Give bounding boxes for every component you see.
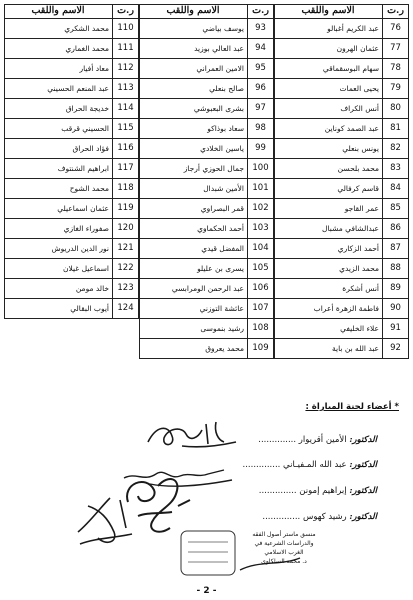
candidate-name: أحمد الزكاري <box>337 244 379 253</box>
candidate-number: 123 <box>117 283 134 293</box>
candidate-number: 84 <box>390 183 401 193</box>
candidate-name: الحسيني قرقب <box>61 124 109 133</box>
stamp-line: الغرب الاسلامي <box>264 549 304 556</box>
candidate-name: محمد بلحسن <box>337 164 379 173</box>
candidate-number: 87 <box>390 243 401 253</box>
candidate-name: خالد مومن <box>75 284 109 293</box>
candidate-number: 100 <box>252 163 269 173</box>
official-stamp <box>180 530 330 576</box>
column-divider <box>382 4 383 359</box>
candidate-name: قمر البصراوي <box>200 204 244 213</box>
committee-heading: * أعضاء لجنة المباراة : <box>305 402 399 412</box>
column-border <box>274 4 409 359</box>
column-divider <box>112 4 113 319</box>
candidate-number: 117 <box>117 163 134 173</box>
candidate-name: خديجة الحراق <box>65 104 109 113</box>
member-name: عبد الله المـفيـاني <box>283 460 347 470</box>
candidate-number: 91 <box>390 323 401 333</box>
signature-line: .............. <box>258 435 297 445</box>
candidate-name: أنس أشكرة <box>342 284 379 293</box>
committee-member <box>243 458 377 472</box>
candidate-name: المفضل قيدي <box>201 244 244 253</box>
member-name: الأمين أقريوار <box>298 435 347 445</box>
candidate-number: 110 <box>117 23 134 33</box>
candidate-name: أنس الكراف <box>340 104 379 113</box>
stamp-line: والدراسات الشرعية في <box>254 540 314 547</box>
committee-member <box>258 433 377 447</box>
signature-4 <box>70 488 140 552</box>
candidate-name: أيوب البقالي <box>70 304 109 313</box>
candidate-name: ياسين الخلادي <box>200 144 244 153</box>
committee-member <box>259 484 377 498</box>
candidate-number: 85 <box>390 203 401 213</box>
candidate-name: محمد يعروق <box>205 344 244 353</box>
candidate-number: 89 <box>390 283 401 293</box>
candidate-name: رشيد بنموسى <box>200 324 244 333</box>
candidates-table <box>4 4 409 352</box>
candidate-number: 77 <box>390 43 401 53</box>
candidate-name: نور الدين الدريوش <box>51 244 109 253</box>
candidate-name: يحيى العمات <box>339 84 379 93</box>
candidate-name: صفوراء الغازي <box>63 224 109 233</box>
candidate-name: جمال الحوزي أرجاز <box>183 164 244 173</box>
candidate-number: 76 <box>390 23 401 33</box>
candidate-number: 107 <box>252 303 269 313</box>
candidate-number: 81 <box>390 123 401 133</box>
candidate-name: محمد الشكري <box>64 24 109 33</box>
candidate-number: 112 <box>117 63 134 73</box>
candidate-number: 119 <box>117 203 134 213</box>
candidate-name: محمد الغماري <box>65 44 109 53</box>
candidate-number: 94 <box>255 43 266 53</box>
candidate-name: فؤاد الحراق <box>72 144 109 153</box>
candidate-name: فاطمة الزهرة أعراب <box>313 304 379 313</box>
header-name: الاسم واللقب <box>139 4 247 18</box>
candidate-number: 88 <box>390 263 401 273</box>
candidate-name: اسماعيل غيلان <box>63 264 109 273</box>
candidate-number: 105 <box>252 263 269 273</box>
member-name: إبراهيم إمونن <box>299 486 347 496</box>
candidate-number: 79 <box>390 83 401 93</box>
candidate-number: 113 <box>117 83 134 93</box>
candidate-name: أحمد الحكماوي <box>197 224 244 233</box>
header-name: الاسم واللقب <box>274 4 382 18</box>
candidate-number: 97 <box>255 103 266 113</box>
candidate-number: 101 <box>252 183 269 193</box>
column-border <box>139 4 274 359</box>
member-title: الدكتور: <box>349 512 377 522</box>
candidate-name: عبد الصمد كوناين <box>324 124 379 133</box>
candidate-number: 93 <box>255 23 266 33</box>
candidate-number: 122 <box>117 263 134 273</box>
signature-line: .............. <box>242 460 281 470</box>
candidate-name: علاء الخليفي <box>340 324 379 333</box>
candidate-name: عبد الكريم أغبالو <box>327 24 379 33</box>
stamp-lines <box>238 530 330 566</box>
committee-member <box>262 510 377 524</box>
candidate-name: يسرى بن عليلو <box>197 264 244 273</box>
header-number: ر.ت <box>247 4 274 18</box>
candidate-name: معاد أفيار <box>79 64 109 73</box>
candidate-name: محمد الشوح <box>69 184 109 193</box>
signature-1 <box>142 418 242 452</box>
column-border <box>4 4 139 319</box>
header-name: الاسم واللقب <box>4 4 112 18</box>
candidate-number: 116 <box>117 143 134 153</box>
candidate-number: 80 <box>390 103 401 113</box>
candidate-number: 90 <box>390 303 401 313</box>
header-number: ر.ت <box>112 4 139 18</box>
stamp-line: د. محمد السلكاوي <box>261 558 307 565</box>
candidate-number: 82 <box>390 143 401 153</box>
stamp-line: منسق ماستر أصول الفقه <box>252 531 316 538</box>
candidate-number: 92 <box>390 343 401 353</box>
candidate-name: عبد الرحمن الومرابسي <box>171 284 244 293</box>
candidate-name: سعاد بوذاكو <box>207 124 244 133</box>
candidate-number: 118 <box>117 183 134 193</box>
candidate-number: 104 <box>252 243 269 253</box>
candidate-number: 115 <box>117 123 134 133</box>
candidate-number: 121 <box>117 243 134 253</box>
candidate-number: 103 <box>252 223 269 233</box>
candidate-name: عثمان اسماعيلي <box>57 204 109 213</box>
candidate-name: ابراهيم الشنتوف <box>57 164 109 173</box>
candidate-number: 106 <box>252 283 269 293</box>
member-title: الدكتور: <box>349 460 377 470</box>
candidate-number: 96 <box>255 83 266 93</box>
candidate-name: عمر القاجو <box>344 204 379 213</box>
candidate-name: عبد المنعم الحسيني <box>47 84 109 93</box>
candidate-number: 99 <box>255 143 266 153</box>
candidate-name: عبد الله بن باية <box>332 344 379 353</box>
candidate-number: 111 <box>117 43 134 53</box>
candidate-name: محمد الزيدي <box>339 264 379 273</box>
candidate-name: بشرى البعبوشي <box>193 104 244 113</box>
candidate-number: 109 <box>252 343 269 353</box>
candidate-number: 124 <box>117 303 134 313</box>
candidate-name: قاسم كرفالي <box>337 184 379 193</box>
candidate-number: 83 <box>390 163 401 173</box>
column-divider <box>247 4 248 359</box>
candidate-name: الأمين شبدال <box>203 184 244 193</box>
candidate-number: 108 <box>252 323 269 333</box>
candidate-name: عائشة التوزني <box>199 304 244 313</box>
candidate-number: 78 <box>390 63 401 73</box>
candidate-name: عثمان الهرون <box>336 44 379 53</box>
candidate-name: عبد العالي بوزيد <box>194 44 244 53</box>
candidate-name: يونس بنعلي <box>342 144 379 153</box>
page-number: - 2 - <box>196 586 217 596</box>
candidate-name: الامين العمراني <box>196 64 244 73</box>
member-title: الدكتور: <box>349 435 377 445</box>
candidate-number: 114 <box>117 103 134 113</box>
candidate-number: 98 <box>255 123 266 133</box>
candidate-number: 120 <box>117 223 134 233</box>
header-number: ر.ت <box>382 4 409 18</box>
candidate-number: 95 <box>255 63 266 73</box>
candidate-name: عبدالشافي مشبال <box>322 224 379 233</box>
candidate-name: يوسف بياضي <box>202 24 244 33</box>
member-title: الدكتور: <box>349 486 377 496</box>
candidate-number: 86 <box>390 223 401 233</box>
signature-line: .............. <box>262 512 301 522</box>
member-name: رشيد كهوس <box>302 512 347 522</box>
signature-line: .............. <box>258 486 297 496</box>
candidate-name: صالح بنعلي <box>209 84 244 93</box>
candidate-number: 102 <box>252 203 269 213</box>
candidate-name: سهام البوسقماقي <box>322 64 379 73</box>
